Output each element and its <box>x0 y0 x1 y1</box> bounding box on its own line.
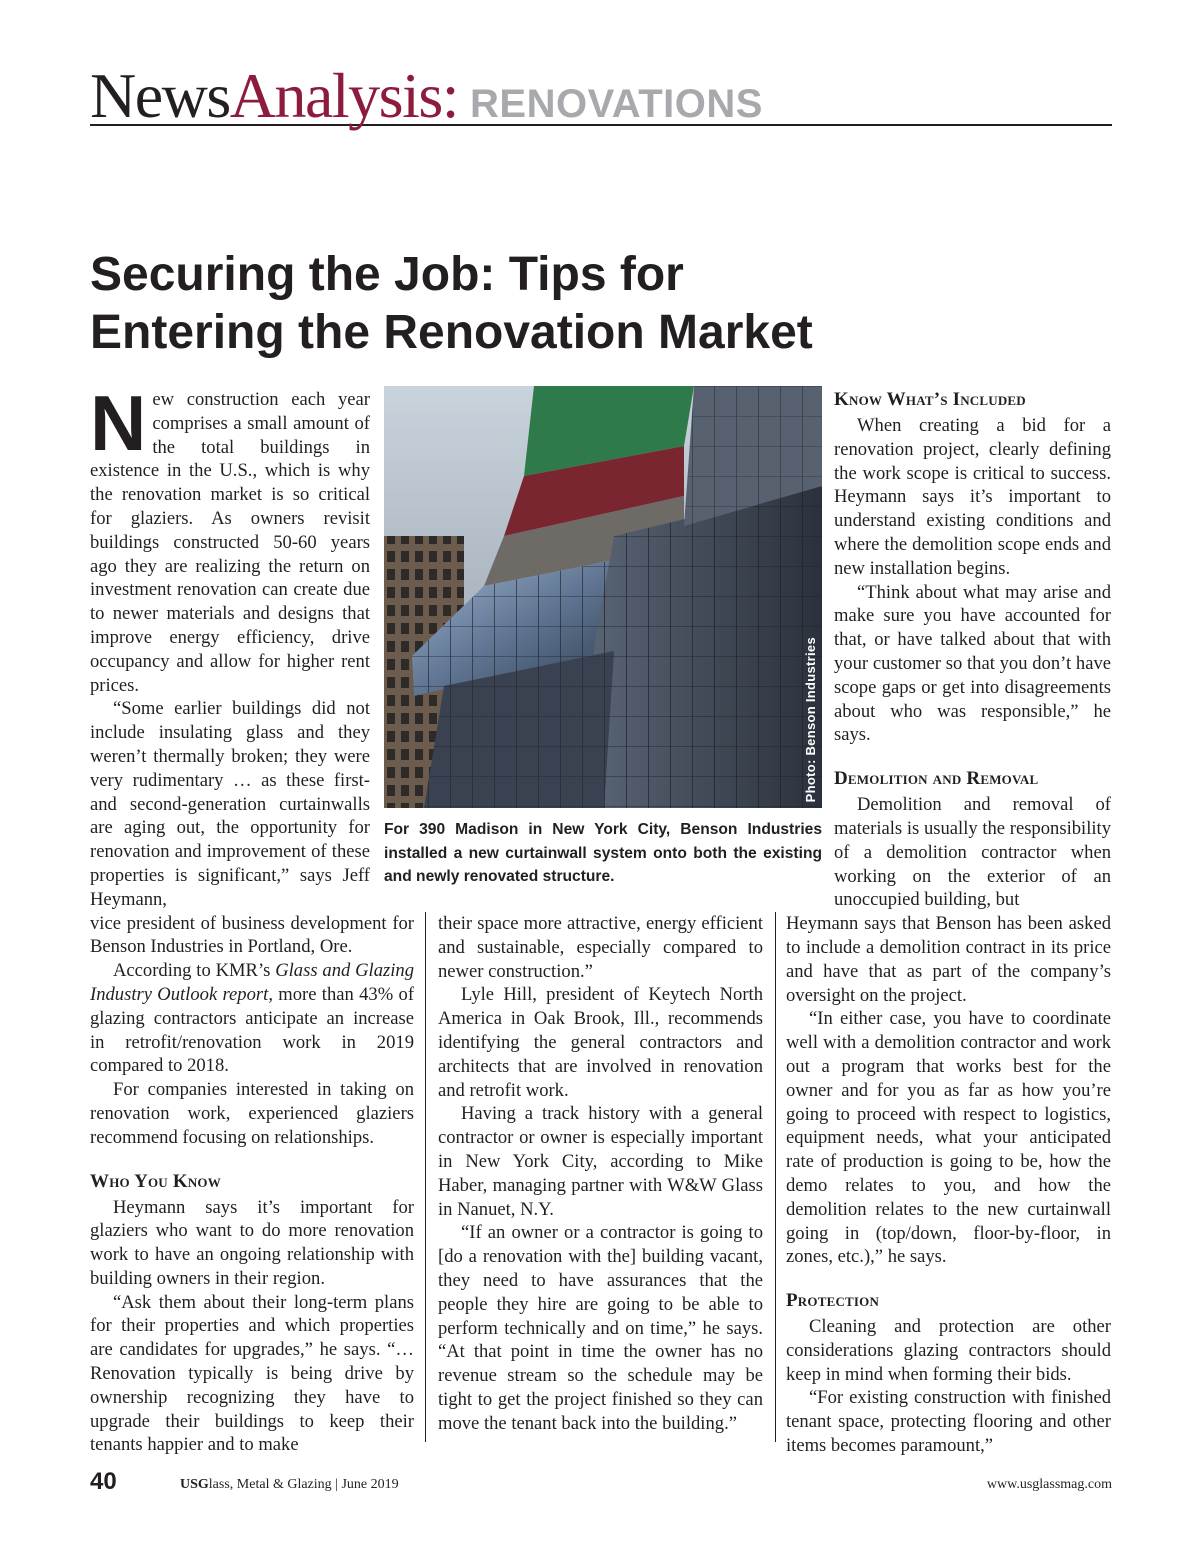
paragraph: Having a track history with a general contractor or owner is especially important in New York City, according to Mike Haber, managing partner with W&W Glass in Nanuet, N.Y. <box>438 1103 763 1220</box>
paragraph: their space more attractive, energy efficient and sustainable, especially compared to newer construction.” <box>438 913 763 982</box>
drop-cap: N <box>90 388 147 467</box>
paragraph: Heymann says that Benson has been asked to include a demolition contract in its price and have that as part of the company’s oversight on the project. <box>786 913 1111 1006</box>
website-url: www.usglassmag.com <box>986 1477 1112 1492</box>
paragraph: When creating a bid for a renovation project, clearly defining the work scope is critical to success. Heymann says it’s important to understand existing conditions and where the demolition scope ends and new installation begins. <box>834 415 1111 579</box>
report-title: Glass and Glazing Industry Outlook report <box>90 960 414 1005</box>
paragraph: Heymann says it’s important for glaziers who want to do more renovation work to have an ongoing relationship with building owners in their region. <box>90 1196 414 1289</box>
publication-info <box>180 1477 399 1493</box>
paragraph: Cleaning and protection are other considerations glazing contractors should keep in mind when forming their bids. <box>786 1316 1111 1385</box>
article-column-1 <box>90 388 414 1458</box>
subhead-protection: Protection <box>786 1290 880 1312</box>
masthead-news: News <box>90 60 230 131</box>
paragraph: vice president of business development for Benson Industries in Portland, Ore. <box>90 912 414 958</box>
photo-caption: For 390 Madison in New York City, Benson Industries installed a new curtainwall system onto both the existing and newly renovated structure. <box>384 821 822 885</box>
article-photo <box>384 386 822 808</box>
paragraph: “Some earlier buildings did not include insulating glass and they weren’t thermally broken; they were very rudimentary … as these first- and second-generation curtainwalls are aging out, the opportunity for renovation and improvement of these properties is significant,” says Jeff Heymann, <box>90 698 370 910</box>
subhead-demolition-and-removal: Demolition and Removal <box>834 768 1039 790</box>
headline-line-1: Securing the Job: Tips for <box>90 248 684 301</box>
paragraph: “In either case, you have to coordinate well with a demolition contractor and work out a program that works best for the owner and for you as far as how you’re going to proceed with respect to logistics, equipment needs, what your anticipated rate of production is going to be, how the demo relates to you, and how the demolition relates to the new curtainwall going in (top/down, floor-by-floor, in zones, etc.),” he says. <box>786 1008 1111 1268</box>
subhead-who-you-know: Who You Know <box>90 1170 221 1192</box>
headline-line-2: Entering the Renovation Market <box>90 306 813 359</box>
column-1-narrow-section <box>90 388 370 912</box>
column-3-narrow-section <box>834 388 1111 912</box>
subhead-know-whats-included: Know What’s Included <box>834 389 1026 410</box>
masthead-analysis: Analysis: <box>229 60 459 131</box>
page-footer <box>90 1468 1112 1502</box>
issue-date: June 2019 <box>341 1477 399 1492</box>
paragraph: “Think about what may arise and make sure you have accounted for that, or have talked about that with your customer so that you don’t have scope gaps or get into disagreements about who was responsible,” he says. <box>834 581 1111 746</box>
publication-name: lass, Metal & Glazing <box>208 1477 332 1492</box>
paragraph: Lyle Hill, president of Keytech North America in Oak Brook, Ill., recommends identifying the general contractors and architects that are involved in renovation and retrofit work. <box>438 984 763 1101</box>
masthead-section: RENOVATIONS <box>470 82 763 126</box>
paragraph: “If an owner or a contractor is going to [do a renovation with the] building vacant, they need to have assurances that the people they hire are going to be able to perform technically and on time,” he says. “At that point in time the owner has no revenue stream so the schedule may be tight to get the project finished so they can move the tenant back into the building.” <box>438 1222 763 1434</box>
building-photo-illustration <box>384 386 822 808</box>
masthead <box>90 60 1112 131</box>
photo-credit: Photo: Benson Industries <box>803 636 818 802</box>
column-divider <box>775 912 776 1442</box>
paragraph <box>90 388 370 697</box>
paragraph: For companies interested in taking on renovation work, experienced glaziers recommend focusing on relationships. <box>90 1079 414 1148</box>
paragraph-text: ew construction each year comprises a small amount of the total buildings in existence in the U.S., which is why the renovation market is so critical for glaziers. As owners revisit buildings constructed 50-60 years ago they are realizing the return on investment renovation can create due to newer materials and designs that improve energy efficiency, drive occupancy and allow for higher rent prices. <box>90 389 370 696</box>
paragraph: Demolition and removal of materials is usually the responsibility of a demolition contractor when working on the exterior of an unoccupied building, but <box>834 794 1111 911</box>
footer-separator: | <box>335 1477 338 1492</box>
paragraph: “Ask them about their long-term plans for their properties and which properties are candidates for upgrades,” he says. “… Renovation typically is being drive by ownership recognizing they have to upgrade their buildings to keep their tenants happier and to make <box>90 1291 414 1456</box>
paragraph <box>90 959 414 1078</box>
paragraph-text: , more than 43% of glazing contractors anticipate an increase in retrofit/renovation work in 2019 compared to 2018. <box>90 983 414 1077</box>
column-divider <box>425 912 426 1442</box>
article-headline <box>90 246 990 362</box>
publication-name-bold: USG <box>180 1477 209 1492</box>
paragraph: “For existing construction with finished tenant space, protecting flooring and other items becomes paramount,” <box>786 1387 1111 1457</box>
article-column-3 <box>786 388 1111 1460</box>
article-column-2 <box>438 912 763 1460</box>
page-number: 40 <box>90 1468 117 1495</box>
paragraph-text: According to KMR’s <box>113 960 276 982</box>
